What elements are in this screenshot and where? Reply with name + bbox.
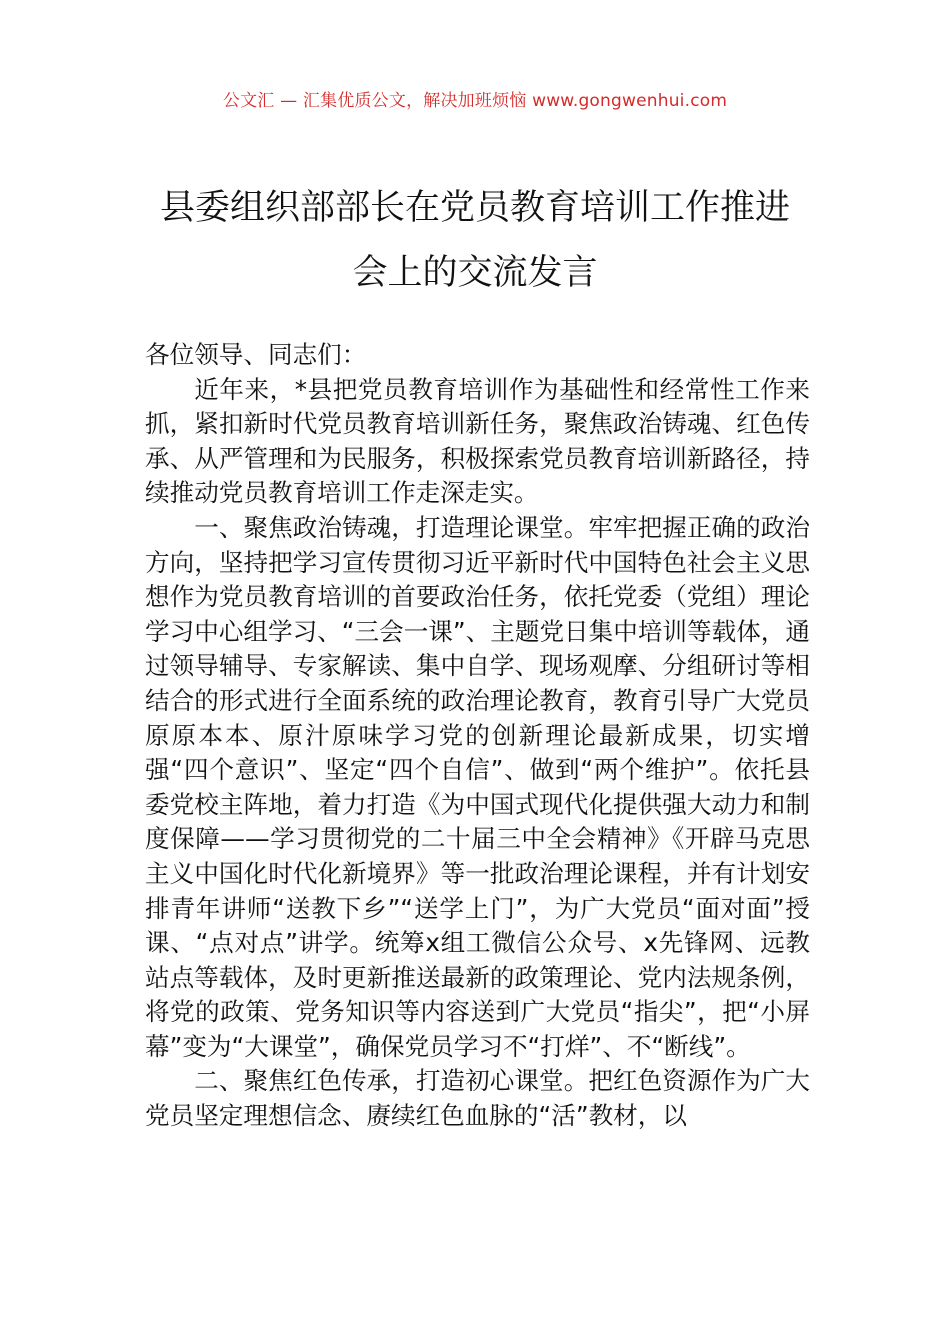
document-title [140,176,810,306]
paragraph-section-1: 一、聚焦政治铸魂，打造理论课堂。牢牢把握正确的政治方向，坚持把学习宣传贯彻习近平新时代中国特色社会主义思想作为党员教育培训的首要政治任务，依托党委（党组）理论学习中心组学习、“三会一课”、主题党日集中培训等载体，通过领导辅导、专家解读、集中自学、现场观摩、分组研讨等相结合的形式进行全面系统的政治理论教育，教育引导广大党员原原本本、原汁原味学习党的创新理论最新成果，切实增强“四个意识”、坚定“四个自信”、做到“两个维护”。依托县委党校主阵地，着力打造《为中国式现代化提供强大动力和制度保障——学习贯彻党的二十届三中全会精神》《开辟马克思主义中国化时代化新境界》等一批政治理论课程，并有计划安排青年讲师“送教下乡”“送学上门”，为广大党员“面对面”授课、“点对点”讲学。统筹x组工微信公众号、x先锋网、远教站点等载体，及时更新推送最新的政策理论、党内法规条例，将党的政策、党务知识等内容送到广大党员“指尖”，把“小屏幕”变为“大课堂”，确保党员学习不“打烊”、不“断线”。 [145,512,810,1061]
paragraph-intro: 近年来，*县把党员教育培训作为基础性和经常性工作来抓，紧扣新时代党员教育培训新任务，聚焦政治铸魂、红色传承、从严管理和为民服务，积极探索党员教育培训新路径，持续推动党员教育培训工作走深走实。 [145,374,810,508]
title-line-2: 会上的交流发言 [352,253,598,293]
document-body [145,338,810,1134]
salutation: 各位领导、同志们： [145,340,367,369]
title-line-1: 县委组织部部长在党员教育培训工作推进 [159,188,790,228]
header-banner[interactable]: 公文汇 — 汇集优质公文，解决加班烦恼 www.gongwenhui.com [222,91,728,111]
paragraph-section-2: 二、聚焦红色传承，打造初心课堂。把红色资源作为广大党员坚定理想信念、赓续红色血脉的“活”教材，以 [145,1066,810,1131]
